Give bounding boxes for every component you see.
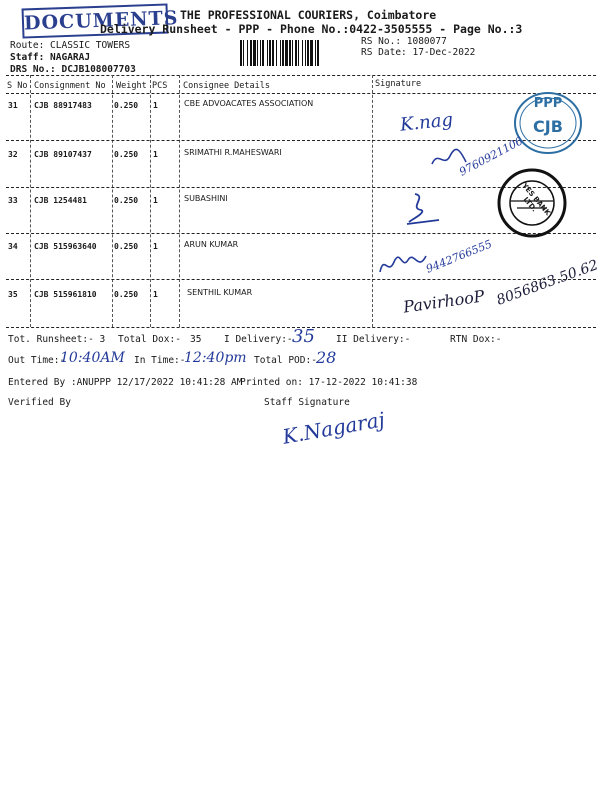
col-pcs: PCS xyxy=(152,81,168,91)
row-pcs: 1 xyxy=(153,290,158,299)
in-time-label: In Time:- xyxy=(134,355,186,366)
out-time-label: Out Time:- xyxy=(8,355,66,366)
in-time-value: 12:40pm xyxy=(184,350,247,366)
row-consignee: CBE ADVOACATES ASSOCIATION xyxy=(184,99,314,108)
total-pod-value: 28 xyxy=(316,348,337,367)
row-weight: 0.250 xyxy=(114,242,139,251)
documents-stamp: DOCUMENTS xyxy=(22,3,169,38)
row-sno: 35 xyxy=(8,290,18,299)
phone-row35: 8056863.50.62 xyxy=(494,257,600,309)
row-consignment: CJB 1254481 xyxy=(34,196,87,205)
bank-seal-text: YES BANK LTD. xyxy=(520,181,552,218)
col-separator xyxy=(112,75,113,327)
row-weight: 0.250 xyxy=(114,101,139,110)
bank-seal xyxy=(497,168,567,238)
staff-signature: K.Nagaraj xyxy=(280,407,387,449)
verified-by-label: Verified By xyxy=(8,397,71,408)
drs-number: DRS No.: DCJB108007703 xyxy=(10,64,136,75)
ii-delivery-label: II Delivery:- xyxy=(336,334,411,345)
entered-by: Entered By :ANUPPP 12/17/2022 10:41:28 AM xyxy=(8,377,243,388)
rs-number: RS No.: 1080077 xyxy=(361,36,447,47)
row-consignment: CJB 515963640 xyxy=(34,242,97,251)
signature-row35: PavirhooP xyxy=(402,286,486,317)
col-weight: Weight xyxy=(116,81,147,91)
rtn-dox-label: RTN Dox:- xyxy=(450,334,502,345)
row-pcs: 1 xyxy=(153,242,158,251)
phone-row34: 9442766555 xyxy=(424,237,494,276)
row-pcs: 1 xyxy=(153,196,158,205)
row-consignment: CJB 515961810 xyxy=(34,290,97,299)
col-separator xyxy=(150,75,151,327)
rs-date: RS Date: 17-Dec-2022 xyxy=(361,47,476,58)
runsheet-subtitle: Delivery Runsheet - PPP - Phone No.:0422-3505555 - Page No.:3 xyxy=(100,22,523,36)
col-signature: Signature xyxy=(375,79,422,89)
barcode xyxy=(240,40,352,66)
phone-row32: 9760921106 xyxy=(457,134,525,179)
row-sno: 33 xyxy=(8,196,18,205)
route-label: Route: CLASSIC TOWERS xyxy=(10,40,131,51)
total-dox-value: 35 xyxy=(190,334,202,345)
col-separator xyxy=(372,75,373,327)
tot-runsheet: Tot. Runsheet:- 3 xyxy=(8,334,106,345)
row-weight: 0.250 xyxy=(114,290,139,299)
divider xyxy=(6,279,596,280)
col-consignment: Consignment No xyxy=(34,81,106,91)
divider xyxy=(6,93,596,94)
row-pcs: 1 xyxy=(153,101,158,110)
total-pod-label: Total POD:- xyxy=(254,355,317,366)
divider xyxy=(6,75,596,76)
col-sno: S No xyxy=(7,81,28,91)
col-consignee: Consignee Details xyxy=(183,81,270,91)
i-delivery-value: 35 xyxy=(292,326,315,347)
row-consignee: SUBASHINI xyxy=(184,194,228,203)
row-consignee: SENTHIL KUMAR xyxy=(187,288,253,297)
company-name: THE PROFESSIONAL COURIERS, Coimbatore xyxy=(180,8,437,22)
cjb-stamp-text: CJB xyxy=(533,117,563,136)
row-weight: 0.250 xyxy=(114,196,139,205)
row-sno: 31 xyxy=(8,101,18,110)
col-separator xyxy=(179,75,180,327)
i-delivery-label: I Delivery:- xyxy=(224,334,293,345)
col-separator xyxy=(30,75,31,327)
row-sno: 34 xyxy=(8,242,18,251)
signature-row34 xyxy=(378,250,428,282)
row-weight: 0.250 xyxy=(114,150,139,159)
signature-row33 xyxy=(405,190,441,230)
row-consignment: CJB 88917483 xyxy=(34,101,92,110)
row-consignee: SRIMATHI R.MAHESWARI xyxy=(184,148,282,157)
total-dox-label: Total Dox:- xyxy=(118,334,181,345)
printed-on: Printed on: 17-12-2022 10:41:38 xyxy=(240,377,418,388)
row-consignee: ARUN KUMAR xyxy=(184,240,239,249)
row-sno: 32 xyxy=(8,150,18,159)
staff-signature-label: Staff Signature xyxy=(264,397,350,408)
ppp-stamp-text: PPP xyxy=(533,96,563,111)
out-time-value: 10:40AM xyxy=(60,350,125,366)
barcode-bar xyxy=(319,40,320,66)
staff-label: Staff: NAGARAJ xyxy=(10,52,91,63)
row-pcs: 1 xyxy=(153,150,158,159)
signature-row31: K.nag xyxy=(399,109,454,136)
row-consignment: CJB 89107437 xyxy=(34,150,92,159)
